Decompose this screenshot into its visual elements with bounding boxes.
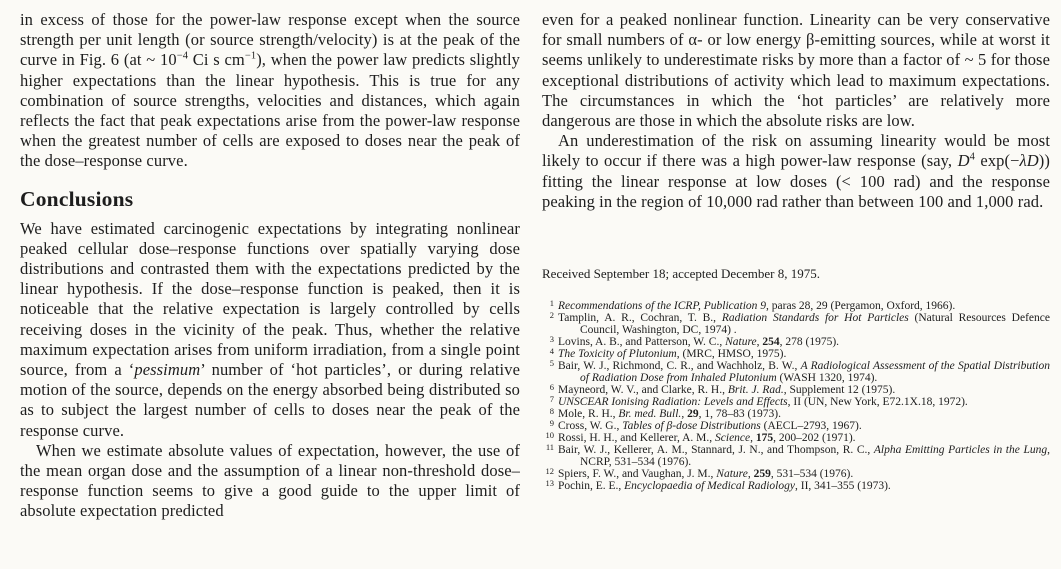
received-accepted-line: Received September 18; accepted December 8, 1975. [542,266,820,282]
reference-item: $^{13}$ Pochin, E. E., Encyclopaedia of Medical Radiology, II, 341–355 (1973). [545,478,891,493]
reference-item: $^9$ Cross, W. G., Tables of β-dose Distributions (AECL–2793, 1967). [549,418,862,433]
reference-item: $^4$ The Toxicity of Plutonium, (MRC, HMSO, 1975). [549,346,787,361]
reference-item: $^3$ Lovins, A. B., and Patterson, W. C., Nature, 254, 278 (1975). [549,334,840,349]
reference-item: $^{10}$ Rossi, H. H., and Kellerer, A. M., Science, 175, 200–202 (1971). [545,430,856,445]
reference-item: $^{12}$ Spiers, F. W., and Vaughan, J. M., Nature, 259, 531–534 (1976). [545,466,854,481]
paragraph-conclusions-1: We have estimated carcinogenic expectations by integrating nonlinear peaked cellular dose–response functions over spatially varying dose distributions and contrasted them with the expectations predicted by the linear hypothesis. If the dose–response function is peaked, then it is noticeable that the relative expectation is largely controlled by cells receiving doses in the vicinity of the peak. Thus, whether the relative maximum expectation arises from uniform irradiation, from a single point source, from a ‘pessimum’ number of ‘hot particles’, or during relative motion of the source, depends on the energy absorbed being distributed so as to subject the largest number of cells to doses near the peak of the response curve. [20,218,520,440]
left-column [20,10,520,522]
right-column [542,10,1050,492]
paragraph-underestimation-risk: An underestimation of the risk on assuming linearity would be most likely to occur if there was a high power-law response (say, $D^4$ exp(−λD)) fitting the linear response at low doses (< 100 rad) and the response peaking in the region of 10,000 rad rather than between 100 and 1,000 rad. [542,131,1050,211]
reference-item: $^{11}$ Bair, W. J., Kellerer, A. M., Stannard, J. N., and Thompson, R. C., Alpha Emitting Particles in the Lung, NCRP, 531–534 (1976). [545,442,1050,469]
conclusions-heading: Conclusions [20,186,134,211]
references-list [542,300,1050,492]
reference-item: $^2$ Tamplin, A. R., Cochran, T. B., Radiation Standards for Hot Particles (Natural Resources Defence Council, Washington, DC, 1974) . [549,310,1050,337]
reference-item: $^1$ Recommendations of the ICRP, Publication 9, paras 28, 29 (Pergamon, Oxford, 1966). [549,298,956,313]
reference-item: $^5$ Bair, W. J., Richmond, C. R., and Wachholz, B. W., A Radiological Assessment of the Spatial Distribution of Radiation Dose from Inhaled Plutonium (WASH 1320, 1974). [549,358,1051,385]
reference-item: $^7$ UNSCEAR Ionising Radiation: Levels and Effects, II (UN, New York, E72.1X.18, 1972). [549,394,968,409]
reference-item: $^8$ Mole, R. H., Br. med. Bull., 29, 1, 78–83 (1973). [549,406,781,421]
reference-item: $^6$ Mayneord, W. V., and Clarke, R. H., Brit. J. Rad., Supplement 12 (1975). [549,382,896,397]
paragraph-powerlaw-response: in excess of those for the power-law response except when the source strength per unit length (or source strength/velocity) is at the peak of the curve in Fig. 6 (at ~ $10^{-4}$ Ci s $cm^{-1}$), when the power law predicts slightly higher expectations than the linear hypothesis. This is true for any combination of source strengths, velocities and distances, which again reflects the fact that peak expectations arise from the power-law response when the greatest number of cells are exposed to doses near the peak of the dose–response curve. [20,10,521,171]
paragraph-linearity-conservative: even for a peaked nonlinear function. Linearity can be very conservative for small numbers of α- or low energy β-emitting sources, while at worst it seems unlikely to underestimate risks by more than a factor of ~ 5 for those exceptional distributions of activity which lead to maximum expectations. The circumstances in which the ‘hot particles’ are relatively more dangerous are those in which the absolute risks are low. [542,10,1050,131]
paragraph-conclusions-2: When we estimate absolute values of expectation, however, the use of the mean organ dose and the assumption of a linear non-threshold dose–response function seems to give a good guide to the upper limit of absolute expectation predicted [20,440,520,521]
